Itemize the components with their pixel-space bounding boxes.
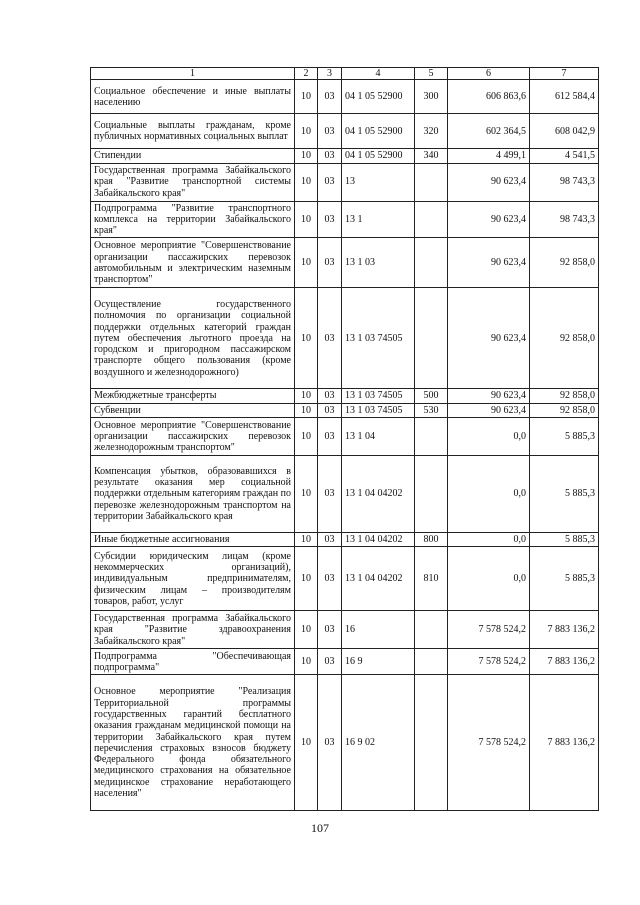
row-section: 10	[295, 418, 318, 456]
row-amount-1: 0,0	[448, 533, 530, 547]
row-expense-type: 340	[415, 149, 448, 163]
row-amount-2: 5 885,3	[530, 456, 599, 533]
row-subsection: 03	[318, 547, 342, 611]
row-expense-type: 300	[415, 80, 448, 114]
row-target-article: 04 1 05 52900	[342, 80, 415, 114]
row-amount-2: 5 885,3	[530, 547, 599, 611]
row-amount-1: 4 499,1	[448, 149, 530, 163]
row-subsection: 03	[318, 456, 342, 533]
row-expense-type	[415, 418, 448, 456]
row-target-article: 16 9 02	[342, 675, 415, 811]
row-amount-1: 602 364,5	[448, 114, 530, 149]
row-amount-2: 92 858,0	[530, 389, 599, 403]
table-row	[91, 456, 599, 533]
row-target-article: 16	[342, 611, 415, 649]
row-subsection: 03	[318, 403, 342, 417]
row-amount-1: 606 863,6	[448, 80, 530, 114]
row-name: Основное мероприятие "Совершенствование организации пассажирских перевозок железнодорожным транспортом"	[91, 418, 295, 456]
row-subsection: 03	[318, 238, 342, 288]
row-expense-type: 320	[415, 114, 448, 149]
row-name: Государственная программа Забайкальского края "Развитие транспортной системы Забайкальского края"	[91, 163, 295, 201]
row-expense-type: 800	[415, 533, 448, 547]
row-amount-2: 7 883 136,2	[530, 611, 599, 649]
row-expense-type	[415, 201, 448, 238]
row-expense-type	[415, 288, 448, 389]
row-section: 10	[295, 114, 318, 149]
table-row	[91, 163, 599, 201]
row-amount-2: 98 743,3	[530, 201, 599, 238]
row-amount-1: 90 623,4	[448, 288, 530, 389]
row-amount-1: 0,0	[448, 456, 530, 533]
row-subsection: 03	[318, 149, 342, 163]
row-target-article: 04 1 05 52900	[342, 114, 415, 149]
row-amount-2: 5 885,3	[530, 418, 599, 456]
row-subsection: 03	[318, 288, 342, 389]
row-target-article: 13 1 03 74505	[342, 403, 415, 417]
column-header: 3	[318, 68, 342, 80]
column-header: 7	[530, 68, 599, 80]
row-name: Основное мероприятие "Совершенствование организации пассажирских перевозок автомобильным и электрическим наземным транспортом"	[91, 238, 295, 288]
row-section: 10	[295, 149, 318, 163]
column-header: 1	[91, 68, 295, 80]
row-target-article: 13 1 03 74505	[342, 288, 415, 389]
table-row	[91, 533, 599, 547]
row-name: Основное мероприятие "Реализация Территориальной программы государственных гарантий бесплатного оказания гражданам медицинской помощи на территории Забайкальского края путем перечисления страховых взносов бюджету Федерального фонда обязательного медицинского страхования на обязательное медицинское страхование неработающего населения"	[91, 675, 295, 811]
table-row	[91, 288, 599, 389]
row-name: Субсидии юридическим лицам (кроме некоммерческих организаций), индивидуальным предпринимателям, физическим лицам – производителям товаров, работ, услуг	[91, 547, 295, 611]
row-name: Иные бюджетные ассигнования	[91, 533, 295, 547]
row-target-article: 13 1 04	[342, 418, 415, 456]
row-expense-type	[415, 456, 448, 533]
table-row	[91, 611, 599, 649]
table-row	[91, 649, 599, 675]
row-name: Компенсация убытков, образовавшихся в результате оказания мер социальной поддержки отдельным категориям граждан по перевозке железнодорожным транспортом на территории Забайкальского края	[91, 456, 295, 533]
row-section: 10	[295, 649, 318, 675]
row-target-article: 16 9	[342, 649, 415, 675]
row-subsection: 03	[318, 649, 342, 675]
row-amount-2: 612 584,4	[530, 80, 599, 114]
row-expense-type	[415, 675, 448, 811]
row-subsection: 03	[318, 611, 342, 649]
row-amount-1: 0,0	[448, 547, 530, 611]
column-header: 2	[295, 68, 318, 80]
row-name: Подпрограмма "Обеспечивающая подпрограмма"	[91, 649, 295, 675]
row-name: Осуществление государственного полномочия по организации социальной поддержки отдельных категорий граждан путем обеспечения льготного проезда на городском и пригородном пассажирском транспорте общего пользования (кроме воздушного и железнодорожного)	[91, 288, 295, 389]
column-header: 5	[415, 68, 448, 80]
row-amount-2: 7 883 136,2	[530, 675, 599, 811]
row-name: Государственная программа Забайкальского края "Развитие здравоохранения Забайкальского края"	[91, 611, 295, 649]
page-number: 107	[311, 821, 329, 835]
row-subsection: 03	[318, 389, 342, 403]
row-target-article: 13 1	[342, 201, 415, 238]
row-section: 10	[295, 611, 318, 649]
row-amount-2: 7 883 136,2	[530, 649, 599, 675]
row-subsection: 03	[318, 163, 342, 201]
row-section: 10	[295, 238, 318, 288]
row-section: 10	[295, 80, 318, 114]
row-amount-1: 7 578 524,2	[448, 675, 530, 811]
row-expense-type: 500	[415, 389, 448, 403]
row-name: Стипендии	[91, 149, 295, 163]
row-section: 10	[295, 403, 318, 417]
row-amount-1: 7 578 524,2	[448, 649, 530, 675]
row-section: 10	[295, 163, 318, 201]
row-section: 10	[295, 288, 318, 389]
row-section: 10	[295, 389, 318, 403]
row-section: 10	[295, 201, 318, 238]
row-amount-2: 5 885,3	[530, 533, 599, 547]
row-target-article: 13	[342, 163, 415, 201]
row-expense-type	[415, 611, 448, 649]
row-amount-2: 98 743,3	[530, 163, 599, 201]
row-section: 10	[295, 675, 318, 811]
row-subsection: 03	[318, 201, 342, 238]
row-section: 10	[295, 533, 318, 547]
row-amount-2: 92 858,0	[530, 288, 599, 389]
row-name: Социальные выплаты гражданам, кроме публичных нормативных социальных выплат	[91, 114, 295, 149]
row-name: Субвенции	[91, 403, 295, 417]
row-amount-1: 0,0	[448, 418, 530, 456]
row-expense-type: 530	[415, 403, 448, 417]
table-row	[91, 201, 599, 238]
row-target-article: 13 1 03	[342, 238, 415, 288]
row-subsection: 03	[318, 80, 342, 114]
row-section: 10	[295, 456, 318, 533]
table-row	[91, 238, 599, 288]
table-row	[91, 149, 599, 163]
row-amount-1: 90 623,4	[448, 403, 530, 417]
table-row	[91, 403, 599, 417]
row-expense-type	[415, 163, 448, 201]
row-section: 10	[295, 547, 318, 611]
row-amount-1: 7 578 524,2	[448, 611, 530, 649]
row-amount-1: 90 623,4	[448, 201, 530, 238]
row-amount-2: 92 858,0	[530, 238, 599, 288]
table-row	[91, 114, 599, 149]
row-amount-2: 92 858,0	[530, 403, 599, 417]
row-target-article: 13 1 04 04202	[342, 547, 415, 611]
row-name: Социальное обеспечение и иные выплаты населению	[91, 80, 295, 114]
row-target-article: 04 1 05 52900	[342, 149, 415, 163]
budget-table	[90, 67, 599, 811]
table-row	[91, 80, 599, 114]
row-expense-type	[415, 649, 448, 675]
row-expense-type: 810	[415, 547, 448, 611]
column-header: 4	[342, 68, 415, 80]
table-row	[91, 418, 599, 456]
row-name: Подпрограмма "Развитие транспортного комплекса на территории Забайкальского края"	[91, 201, 295, 238]
row-subsection: 03	[318, 675, 342, 811]
table-row	[91, 389, 599, 403]
row-amount-2: 4 541,5	[530, 149, 599, 163]
row-subsection: 03	[318, 114, 342, 149]
row-target-article: 13 1 03 74505	[342, 389, 415, 403]
column-header: 6	[448, 68, 530, 80]
row-target-article: 13 1 04 04202	[342, 456, 415, 533]
row-amount-1: 90 623,4	[448, 163, 530, 201]
table-row	[91, 675, 599, 811]
row-subsection: 03	[318, 533, 342, 547]
table-header-row	[91, 68, 599, 80]
row-name: Межбюджетные трансферты	[91, 389, 295, 403]
row-amount-1: 90 623,4	[448, 389, 530, 403]
row-amount-1: 90 623,4	[448, 238, 530, 288]
row-target-article: 13 1 04 04202	[342, 533, 415, 547]
row-amount-2: 608 042,9	[530, 114, 599, 149]
table-row	[91, 547, 599, 611]
row-subsection: 03	[318, 418, 342, 456]
row-expense-type	[415, 238, 448, 288]
